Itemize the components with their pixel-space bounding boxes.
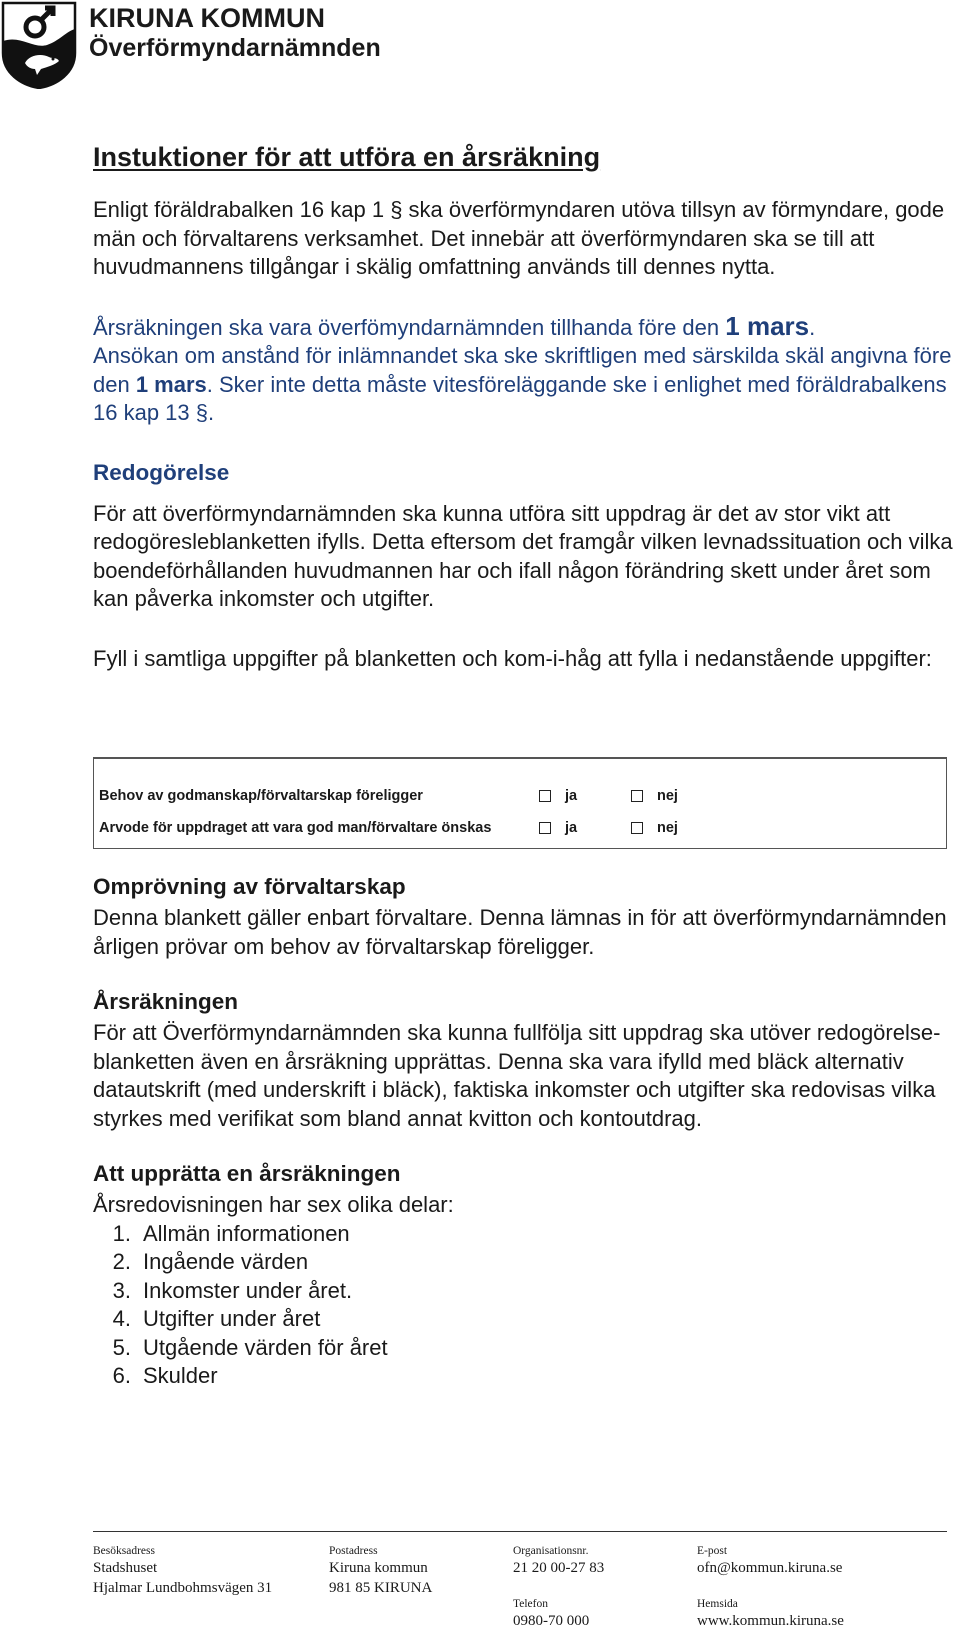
list-item: 3. Inkomster under året.	[112, 1277, 353, 1303]
footer-visit-address: Besöksadress Stadshuset Hjalmar Lundbohmsvägen 31	[93, 1545, 273, 1596]
option-yes-label: ja	[565, 788, 578, 804]
deadline-text: Årsräkningen ska vara överfömyndarnämnden tillhanda före den	[93, 314, 726, 340]
form-excerpt	[93, 757, 947, 849]
option-yes	[539, 820, 631, 836]
option-no-label: nej	[657, 820, 678, 836]
footer-email: E-post ofn@kommun.kiruna.se Hemsida www.kommun.kiruna.se	[697, 1545, 844, 1629]
form-row-label: Behov av godmanskap/förvaltarskap föreligger	[99, 788, 423, 804]
footer-post-address: Postadress Kiruna kommun 981 85 KIRUNA	[329, 1545, 433, 1596]
website-link[interactable]: www.kommun.kiruna.se	[697, 1613, 844, 1629]
org-name: KIRUNA KOMMUN	[89, 3, 325, 33]
footer-org-number: Organisationsnr. 21 20 00-27 83 Telefon 0980-70 000	[513, 1545, 605, 1629]
section-heading-redogorelse: Redogörelse	[93, 459, 230, 485]
list-item: 1. Allmän informationen	[112, 1220, 350, 1246]
checkbox-yes[interactable]	[539, 790, 551, 802]
fill-instruction: Fyll i samtliga uppgifter på blanketten och kom-i-håg att fylla i nedanstående uppgifter:	[93, 645, 932, 671]
department-name: Överförmyndarnämnden	[89, 34, 381, 62]
section-heading-omprovning: Omprövning av förvaltarskap	[93, 874, 406, 899]
deadline-text-end: .	[809, 314, 816, 340]
checkbox-yes[interactable]	[539, 822, 551, 834]
option-no-label: nej	[657, 788, 678, 804]
kiruna-coat-of-arms-icon	[1, 1, 77, 89]
checkbox-no[interactable]	[631, 822, 643, 834]
document-body-continued	[93, 872, 953, 1391]
option-yes-label: ja	[565, 820, 578, 836]
page-title: Instuktioner för att utföra en årsräkning	[93, 142, 601, 172]
redogorelse-paragraph: För att överförmyndarnämnden ska kunna utföra sitt uppdrag är det av stor vikt att redogöresleblanketten ifylls. Detta eftersom det framgår vilken levnadssituation och vilka boendeförhållanden huvudmannen har och ifall någon förändring skett under året som kan påverka inkomster och utgifter.	[93, 500, 953, 611]
page-header	[0, 0, 960, 95]
footer-phone: 0980-70 000	[513, 1613, 590, 1629]
document-body	[93, 140, 953, 673]
list-item: 4. Utgifter under året	[112, 1306, 321, 1331]
list-item: 2. Ingående värden	[112, 1249, 309, 1274]
option-yes	[539, 788, 631, 804]
option-no	[631, 788, 723, 804]
parts-list	[93, 1220, 953, 1391]
intro-paragraph: Enligt föräldrabalken 16 kap 1 § ska överförmyndaren utöva tillsyn av förmyndare, gode män och förvaltarens verksamhet. Det innebär att överförmyndaren ska se till att huvudmannens tillgångar i skälig omfattning används till dennes nytta.	[93, 197, 945, 279]
section-heading-upprata: Att upprätta en årsräkningen	[93, 1161, 401, 1186]
deadline-paragraph	[93, 312, 953, 428]
deadline-date: 1 mars	[725, 310, 810, 341]
email-link[interactable]: ofn@kommun.kiruna.se	[697, 1560, 843, 1576]
option-no	[631, 820, 723, 836]
form-row-label: Arvode för uppdraget att vara god man/förvaltare önskas	[99, 820, 492, 836]
upprata-intro: Årsredovisningen har sex olika delar:	[93, 1192, 454, 1217]
extension-text: Ansökan om anstånd för inlämnandet ska ske skriftligen med särskilda skäl angivna före den	[93, 343, 952, 397]
arsrakningen-paragraph: För att Överförmyndarnämnden ska kunna fullfölja sitt uppdrag ska utöver redogörelse-blanketten även en årsräkning upprättas. Denna ska vara ifylld med bläck alternativ datautskrift (med underskrift i bläck), faktiska inkomster och utgifter ska redovisas vilka styrkes med verifikat som bland annat kvitton och kontoutdrag.	[93, 1020, 941, 1131]
list-item: 5. Utgående värden för året	[112, 1334, 388, 1360]
list-item: 6. Skulder	[112, 1363, 218, 1388]
form-row	[99, 818, 723, 838]
extension-date: 1 mars	[135, 371, 207, 397]
checkbox-no[interactable]	[631, 790, 643, 802]
footer-divider	[93, 1531, 947, 1532]
extension-text-end: . Sker inte detta måste vitesföreläggande ske i enlighet med föräldrabalkens 16 kap 13 §.	[93, 371, 947, 425]
section-heading-arsrakningen: Årsräkningen	[93, 989, 239, 1014]
form-row	[99, 786, 723, 806]
omprovning-paragraph: Denna blankett gäller enbart förvaltare. Denna lämnas in för att överförmyndarnämnden årligen prövar om behov av förvaltarskap föreligger.	[93, 905, 947, 959]
